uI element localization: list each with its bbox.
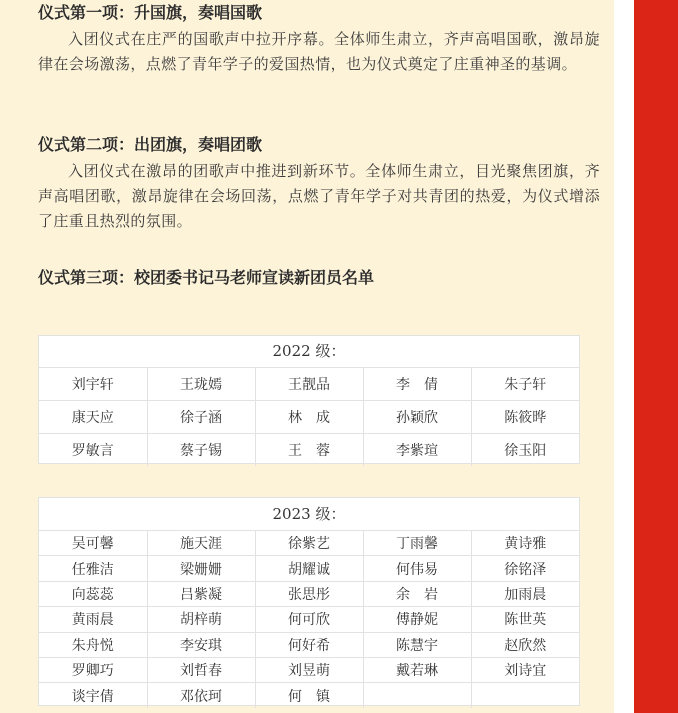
table-row (39, 657, 579, 682)
table-row (39, 434, 579, 467)
member-name-cell: 徐玉阳 (471, 434, 579, 467)
table-row (39, 531, 579, 556)
member-name-cell: 向蕊蕊 (39, 581, 147, 606)
member-name-cell: 陈筱晔 (471, 401, 579, 434)
member-name-cell: 任雅洁 (39, 556, 147, 581)
member-name-cell: 余 岩 (363, 581, 471, 606)
member-name-cell: 施天涯 (147, 531, 255, 556)
member-name-cell: 朱舟悦 (39, 632, 147, 657)
member-name-cell: 刘宇轩 (39, 368, 147, 401)
name-grid-body (39, 368, 579, 467)
table-row (39, 607, 579, 632)
member-name-cell: 罗敏言 (39, 434, 147, 467)
member-name-cell: 徐子涵 (147, 401, 255, 434)
member-name-cell: 何伟易 (363, 556, 471, 581)
member-name-cell: 李 倩 (363, 368, 471, 401)
member-name-cell (471, 683, 579, 708)
member-name-cell: 何可欣 (255, 607, 363, 632)
member-name-cell: 刘哲春 (147, 657, 255, 682)
table-row (39, 556, 579, 581)
member-name-cell: 蔡子锡 (147, 434, 255, 467)
member-name-cell: 加雨晨 (471, 581, 579, 606)
roster-table-2022 (38, 335, 580, 464)
member-name-cell: 傅静妮 (363, 607, 471, 632)
section-heading-2: 仪式第二项：出团旗，奏唱团歌 (38, 135, 263, 154)
member-name-cell: 吴可馨 (39, 531, 147, 556)
member-name-cell: 陈世英 (471, 607, 579, 632)
member-name-cell: 邓依珂 (147, 683, 255, 708)
member-name-cell: 胡梓萌 (147, 607, 255, 632)
name-grid (39, 367, 579, 466)
member-name-cell: 徐紫艺 (255, 531, 363, 556)
member-name-cell: 陈慧宇 (363, 632, 471, 657)
name-grid-body (39, 531, 579, 708)
member-name-cell: 丁雨馨 (363, 531, 471, 556)
member-name-cell: 黄雨晨 (39, 607, 147, 632)
member-name-cell: 李紫瑄 (363, 434, 471, 467)
member-name-cell: 王 蓉 (255, 434, 363, 467)
roster-title: 2022 级： (39, 336, 579, 367)
red-side-border (634, 0, 678, 713)
member-name-cell: 何好希 (255, 632, 363, 657)
table-row (39, 581, 579, 606)
member-name-cell: 黄诗雅 (471, 531, 579, 556)
section-paragraph-2: 入团仪式在激昂的团歌声中推进到新环节。全体师生肃立，目光聚焦团旗，齐声高唱团歌，激昂旋律在会场回荡，点燃了青年学子对共青团的热爱，为仪式增添了庄重且热烈的氛围。 (38, 162, 600, 230)
section-heading-3: 仪式第三项：校团委书记马老师宣读新团员名单 (38, 268, 375, 287)
member-name-cell: 康天应 (39, 401, 147, 434)
name-grid (39, 530, 579, 708)
member-name-cell: 刘诗宜 (471, 657, 579, 682)
section-paragraph-1: 入团仪式在庄严的国歌声中拉开序幕。全体师生肃立，齐声高唱国歌，激昂旋律在会场激荡，点燃了青年学子的爱国热情，也为仪式奠定了庄重神圣的基调。 (38, 30, 600, 73)
member-name-cell: 李安琪 (147, 632, 255, 657)
member-name-cell: 林 成 (255, 401, 363, 434)
table-row (39, 368, 579, 401)
member-name-cell: 朱子轩 (471, 368, 579, 401)
roster-table-2023 (38, 497, 580, 706)
table-row (39, 683, 579, 708)
member-name-cell: 胡耀诚 (255, 556, 363, 581)
page-gutter (614, 0, 634, 713)
member-name-cell: 刘昱萌 (255, 657, 363, 682)
section-heading-1: 仪式第一项：升国旗，奏唱国歌 (38, 3, 263, 22)
table-row (39, 401, 579, 434)
member-name-cell (363, 683, 471, 708)
member-name-cell: 吕紫凝 (147, 581, 255, 606)
member-name-cell: 王珑嫣 (147, 368, 255, 401)
member-name-cell: 何 镇 (255, 683, 363, 708)
member-name-cell: 孙颖欣 (363, 401, 471, 434)
member-name-cell: 罗卿巧 (39, 657, 147, 682)
member-name-cell: 梁姗姗 (147, 556, 255, 581)
member-name-cell: 戴若琳 (363, 657, 471, 682)
table-row (39, 632, 579, 657)
member-name-cell: 徐铭泽 (471, 556, 579, 581)
member-name-cell: 谈宇倩 (39, 683, 147, 708)
member-name-cell: 赵欣然 (471, 632, 579, 657)
roster-title: 2023 级： (39, 498, 579, 530)
member-name-cell: 张思彤 (255, 581, 363, 606)
member-name-cell: 王靓品 (255, 368, 363, 401)
